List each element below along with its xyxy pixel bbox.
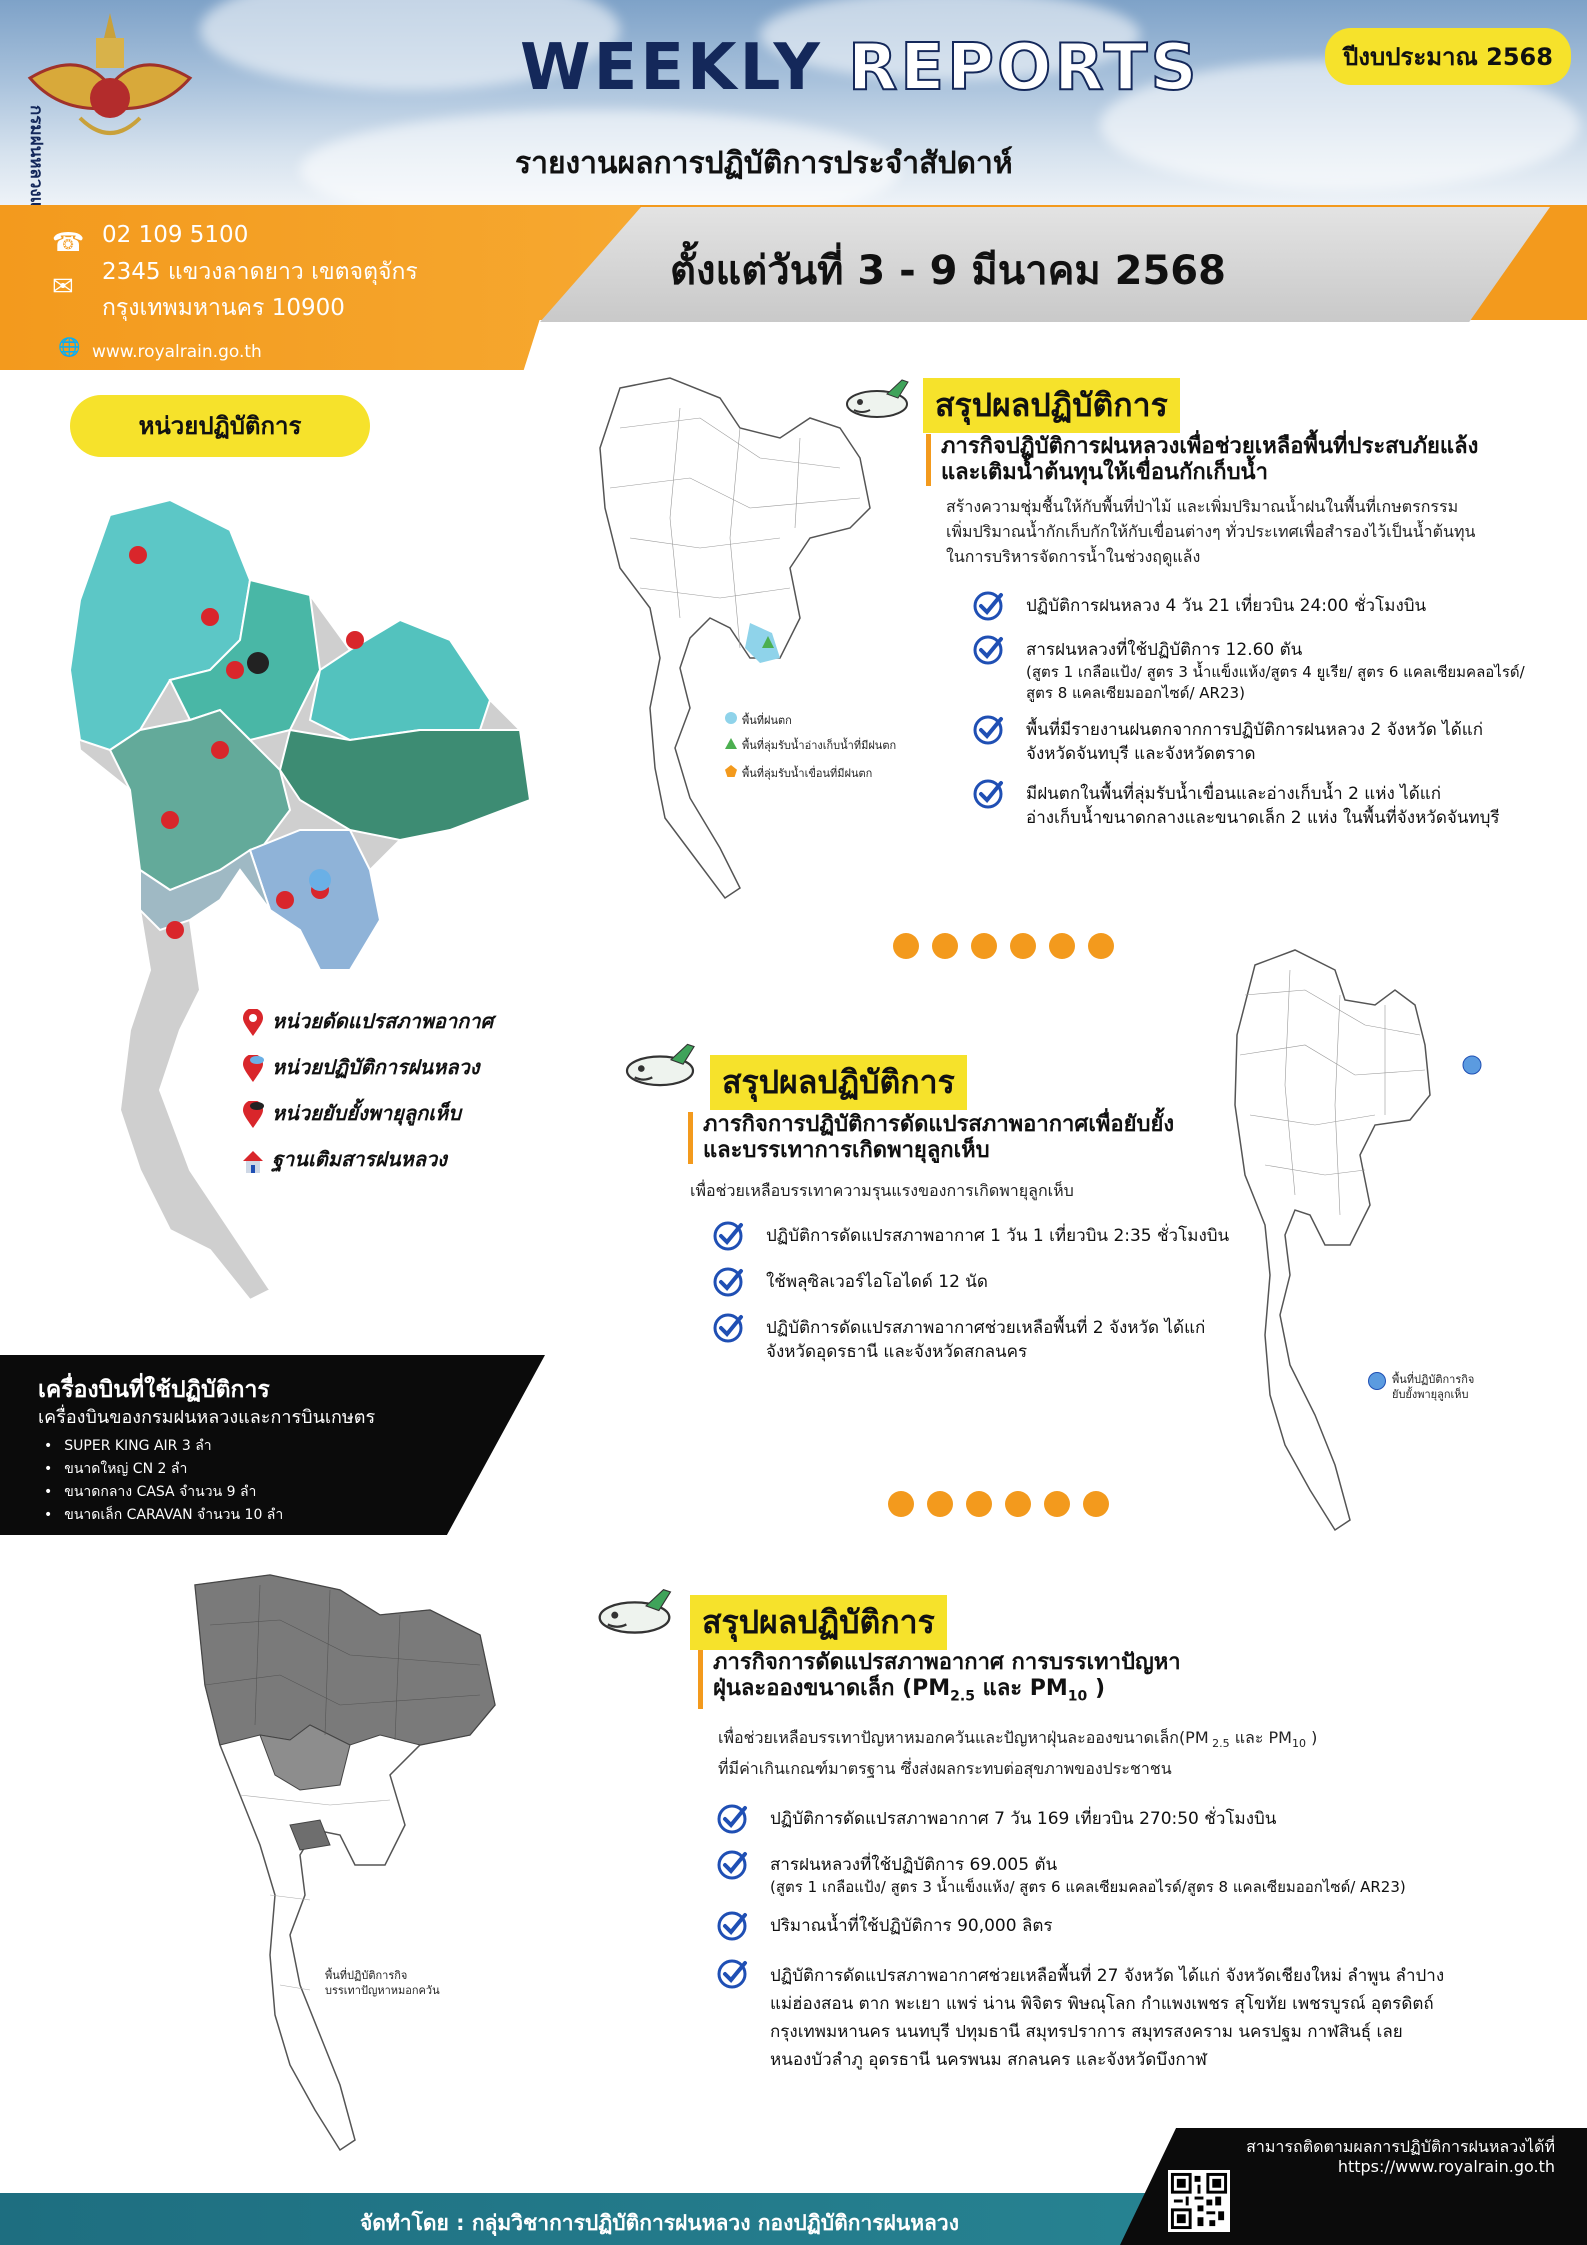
airplane-mascot-icon	[842, 376, 912, 426]
check-circle-icon	[716, 1803, 748, 1835]
legend-rainmaking	[242, 1051, 493, 1083]
date-range-title: ตั้งแต่วันที่ 3 - 9 มีนาคม 2568	[670, 248, 1226, 294]
globe-icon: 🌐	[58, 337, 81, 358]
section2-mission: ภารกิจการปฏิบัติการดัดแปรสภาพอากาศเพื่อยับยั้ง และบรรเทาการเกิดพายุลูกเห็บ	[688, 1112, 1174, 1164]
section1-mission: ภารกิจปฏิบัติการฝนหลวงเพื่อช่วยเหลือพื้นที่ประสบภัยแล้ง และเติมน้ำต้นทุนให้เขื่อนกักเก็บน้ำ	[926, 434, 1478, 486]
check-circle-icon	[712, 1266, 744, 1298]
contact-address-line1: 2345 แขวงลาดยาว เขตจตุจักร	[102, 259, 418, 285]
follow-text: สามารถติดตามผลการปฏิบัติการฝนหลวงได้ที่ https://www.royalrain.go.th	[1155, 2137, 1555, 2177]
check-circle-icon	[716, 1958, 748, 1990]
list-item: มีฝนตกในพื้นที่ลุ่มรับน้ำเขื่อนและอ่างเก็บน้ำ 2 แห่ง ได้แก่ อ่างเก็บน้ำขนาดกลางและขนาดเล็ก 2 แห่ง ในพื้นที่จังหวัดจันทบุรี	[972, 778, 1562, 830]
qr-code-icon[interactable]	[1168, 2170, 1230, 2232]
list-item: พื้นที่มีรายงานฝนตกจากการปฏิบัติการฝนหลวง 2 จังหวัด ได้แก่ จังหวัดจันทบุรี และจังหวัดตราด	[972, 714, 1562, 766]
contact-address-line2: กรุงเทพมหานคร 10900	[102, 295, 345, 321]
aircraft-subtitle: เครื่องบินของกรมฝนหลวงและการบินเกษตร	[38, 1407, 376, 1428]
hail-map-legend: พื้นที่ปฏิบัติการกิจ ยับยั้งพายุลูกเห็บ	[1368, 1372, 1474, 1402]
contact-website[interactable]: www.royalrain.go.th	[92, 342, 262, 362]
check-circle-icon	[972, 634, 1004, 666]
page-subtitle: รายงานผลการปฏิบัติการประจำสัปดาห์	[515, 146, 1013, 181]
hail-area-dot-icon	[1368, 1372, 1386, 1390]
contact-phone: 02 109 5100	[102, 222, 249, 248]
check-circle-icon	[712, 1220, 744, 1252]
hail-location-marker	[1460, 1050, 1490, 1080]
units-map	[20, 470, 580, 1320]
airplane-mascot-icon	[592, 1585, 677, 1643]
legend-label: หน่วยยับยั้งพายุลูกเห็บ	[272, 1101, 461, 1125]
footer-credit: จัดทำโดย : กลุ่มวิชาการปฏิบัติการฝนหลวง กองปฏิบัติการฝนหลวง	[360, 2211, 959, 2235]
aircraft-item: • ขนาดเล็ก CARAVAN จำนวน 10 ลำ	[44, 1504, 283, 1526]
check-circle-icon	[716, 1910, 748, 1942]
units-title-pill: หน่วยปฏิบัติการ	[70, 395, 370, 457]
section3-heading: สรุปผลปฏิบัติการ	[690, 1595, 947, 1650]
base-house-icon	[242, 1147, 264, 1175]
hail-suppression-pin-icon	[242, 1101, 264, 1129]
section1-description: สร้างความชุ่มชื้นให้กับพื้นที่ป่าไม้ และเพิ่มปริมาณน้ำฝนในพื้นที่เกษตรกรรม เพิ่มปริมาณน้ำกักเก็บกักให้กับเขื่อนต่างๆ ทั่วประเทศเพื่อสำรองไว้เป็นน้ำต้นทุน ในการบริหารจัดการน้ำในช่วงฤดูแล้ง	[946, 497, 1476, 566]
page-title	[520, 31, 1200, 105]
phone-icon: ☎	[52, 228, 85, 258]
aircraft-item: • ขนาดใหญ่ CN 2 ลำ	[44, 1458, 187, 1480]
list-item: ใช้พลุซิลเวอร์ไอโอไดด์ 12 นัด	[712, 1266, 1272, 1298]
pentagon-icon	[725, 765, 737, 777]
budget-year-badge: ปีงบประมาณ 2568	[1325, 28, 1571, 85]
airplane-mascot-icon	[620, 1040, 700, 1095]
check-circle-icon	[972, 714, 1004, 746]
list-item: ปฏิบัติการดัดแปรสภาพอากาศ 7 วัน 169 เที่ยวบิน 270:50 ชั่วโมงบิน	[716, 1803, 1556, 1835]
legend-label: หน่วยปฏิบัติการฝนหลวง	[272, 1055, 480, 1079]
divider-dots	[893, 933, 1127, 963]
map-legend-dam: พื้นที่ลุ่มรับน้ำเขื่อนที่มีฝนตก	[725, 765, 872, 781]
rain-dot-icon	[725, 712, 737, 724]
section2-description: เพื่อช่วยเหลือบรรเทาความรุนแรงของการเกิดพายุลูกเห็บ	[690, 1181, 1074, 1200]
list-item: สารฝนหลวงที่ใช้ปฏิบัติการ 69.005 ตัน (สูตร 1 เกลือแป้ง/ สูตร 3 น้ำแข็งแห้ง/ สูตร 6 แคลเซียมคลอไรด์/สูตร 8 แคลเซียมออกไซด์/ AR23)	[716, 1849, 1556, 1898]
aircraft-title: เครื่องบินที่ใช้ปฏิบัติการ	[38, 1377, 270, 1403]
list-item: ปฏิบัติการดัดแปรสภาพอากาศช่วยเหลือพื้นที่ 27 จังหวัด ได้แก่ จังหวัดเชียงใหม่ ลำพูน ลำปาง แม่ฮ่องสอน ตาก พะเยา แพร่ น่าน พิจิตร พิษณุโลก กำแพงเพชร สุโขทัย เพชรบูรณ์ อุตรดิตถ์ กรุงเทพมหานคร นนทบุรี ปทุมธานี สมุทรปราการ สมุทรสงคราม นครปฐม กาฬสินธุ์ เลย หนองบัวลำภู อุดรธานี นครพนม สกลนคร และจังหวัดบึงกาฬ	[716, 1958, 1556, 2074]
list-item: ปฏิบัติการฝนหลวง 4 วัน 21 เที่ยวบิน 24:00 ชั่วโมงบิน	[972, 590, 1562, 622]
section2-heading: สรุปผลปฏิบัติการ	[710, 1055, 967, 1110]
check-circle-icon	[972, 590, 1004, 622]
haze-area-map	[180, 1565, 500, 2165]
triangle-icon	[725, 738, 737, 749]
legend-label: ฐานเติมสารฝนหลวง	[272, 1147, 447, 1171]
legend-weather-modification	[242, 1005, 493, 1037]
section3-items	[716, 1803, 1556, 2074]
section3-mission: ภารกิจการดัดแปรสภาพอากาศ การบรรเทาปัญหา ฝุ่นละอองขนาดเล็ก ($PM_{2.5}$ และ $PM_{10}$ )	[698, 1650, 1181, 1709]
section1-items	[972, 590, 1562, 830]
legend-label: หน่วยดัดแปรสภาพอากาศ	[272, 1009, 494, 1033]
list-item: สารฝนหลวงที่ใช้ปฏิบัติการ 12.60 ตัน (สูตร 1 เกลือแป้ง/ สูตร 3 น้ำแข็งแห้ง/สูตร 4 ยูเรีย/ สูตร 6 แคลเซียมคลอไรด์/ สูตร 8 แคลเซียมออกไซด์/ AR23)	[972, 634, 1562, 704]
section2-items	[712, 1220, 1272, 1364]
aircraft-item: • ขนาดกลาง CASA จำนวน 9 ลำ	[44, 1481, 256, 1503]
aircraft-item: • SUPER KING AIR 3 ลำ	[44, 1435, 212, 1457]
legend-base	[242, 1143, 493, 1175]
rain-area-map	[580, 368, 880, 918]
divider-dots	[888, 1491, 1122, 1521]
section1-heading: สรุปผลปฏิบัติการ	[923, 378, 1180, 433]
title-reports: REPORTS	[848, 31, 1200, 105]
list-item: ปฏิบัติการดัดแปรสภาพอากาศช่วยเหลือพื้นที่ 2 จังหวัด ได้แก่ จังหวัดอุดรธานี และจังหวัดสกลนคร	[712, 1312, 1272, 1364]
list-item: ปริมาณน้ำที่ใช้ปฏิบัติการ 90,000 ลิตร	[716, 1910, 1556, 1942]
map-legend-reservoir: พื้นที่ลุ่มรับน้ำอ่างเก็บน้ำที่มีฝนตก	[725, 738, 896, 753]
units-legend	[242, 1005, 493, 1175]
list-item: ปฏิบัติการดัดแปรสภาพอากาศ 1 วัน 1 เที่ยวบิน 2:35 ชั่วโมงบิน	[712, 1220, 1272, 1252]
section3-description: เพื่อช่วยเหลือบรรเทาปัญหาหมอกควันและปัญหาฝุ่นละอองขนาดเล็ก(PM $_{2.5}$ และ $PM_{10}$ ) ที่มีค่าเกินเกณฑ์มาตรฐาน ซึ่งส่งผลกระทบต่อสุขภาพของประชาชน	[718, 1728, 1318, 1779]
follow-url[interactable]: https://www.royalrain.go.th	[1337, 2157, 1555, 2176]
check-circle-icon	[712, 1312, 744, 1344]
map-legend-rain: พื้นที่ฝนตก	[725, 712, 792, 728]
legend-hail-suppression	[242, 1097, 493, 1129]
weather-modification-pin-icon	[242, 1009, 264, 1037]
title-weekly: WEEKLY	[520, 31, 823, 105]
check-circle-icon	[972, 778, 1004, 810]
check-circle-icon	[716, 1849, 748, 1881]
haze-map-legend: พื้นที่ปฏิบัติการกิจ บรรเทาปัญหาหมอกควัน	[325, 1969, 440, 1997]
rainmaking-cloud-pin-icon	[242, 1055, 264, 1083]
mail-icon: ✉	[52, 272, 74, 302]
